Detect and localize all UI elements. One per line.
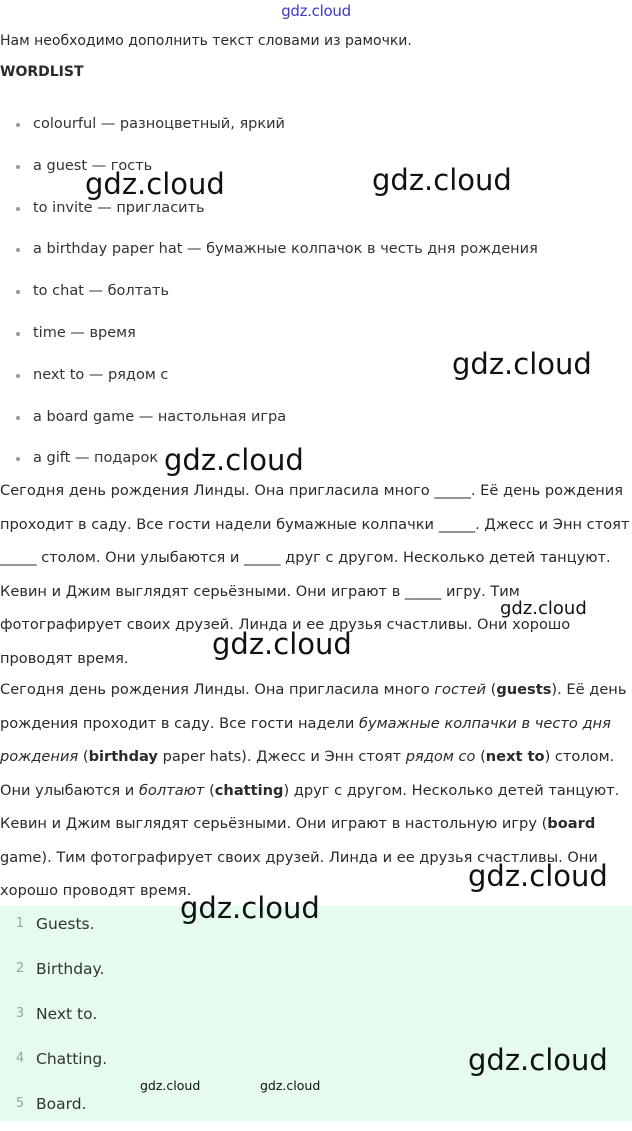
site-logo[interactable]: gdz.cloud	[281, 2, 351, 20]
wordlist-item: a board game — настольная игра	[0, 395, 632, 437]
watermark: gdz.cloud	[180, 891, 320, 925]
answer-word: birthday	[88, 748, 158, 765]
answer-word: board	[547, 815, 596, 832]
answer-number: 2	[15, 961, 25, 976]
task-intro: Нам необходимо дополнить текст словами из рамочки.	[0, 33, 412, 49]
watermark: gdz.cloud	[140, 1078, 201, 1093]
watermark: gdz.cloud	[212, 627, 352, 661]
answer-segment: ) друг с другом. Несколько детей танцуют. Кевин и Джим выглядят серьёзными. Они играют в настольную игру (	[0, 781, 620, 832]
watermark: gdz.cloud	[500, 598, 587, 619]
answer-word: chatting	[214, 781, 284, 799]
answer-segment: (	[78, 748, 89, 765]
answer-number: 4	[15, 1051, 25, 1066]
watermark: gdz.cloud	[372, 163, 512, 197]
answer-word: guests	[496, 681, 552, 698]
answer-segment: ) столом. Они улыбаются и	[0, 748, 615, 799]
watermark: gdz.cloud	[468, 1043, 608, 1077]
answer-segment: paper hats). Джесс и Энн стоят	[157, 748, 406, 765]
answer-translation: бумажные колпачки в често дня рождения	[0, 714, 611, 765]
answer-item-text: Board.	[36, 1095, 87, 1113]
wordlist	[0, 102, 632, 478]
answer-translation: рядом со	[405, 748, 476, 765]
watermark: gdz.cloud	[452, 347, 592, 381]
answer-segment: Сегодня день рождения Линды. Она пригласила много	[0, 681, 435, 698]
wordlist-item: to chat — болтать	[0, 269, 632, 311]
answer-item-text: Next to.	[36, 1005, 98, 1023]
wordlist-item: colourful — разноцветный, яркий	[0, 102, 632, 144]
answer-number: 5	[15, 1096, 25, 1111]
answer-segment: game). Тим фотографирует своих друзей. Линда и ее друзья счастливы. Они хорошо проводят время.	[0, 848, 598, 899]
answer-number: 3	[15, 1006, 25, 1021]
answer-segment: ). Её день рождения проходит в саду. Все гости надели	[0, 681, 627, 732]
watermark: gdz.cloud	[164, 443, 304, 477]
wordlist-item: to invite — пригласить	[0, 186, 632, 228]
answer-item	[0, 996, 632, 1041]
answer-segment: (	[204, 781, 215, 799]
answer-item-text: Birthday.	[36, 960, 105, 978]
answer-translation: гостей	[434, 681, 486, 698]
answer-item-text: Chatting.	[36, 1050, 108, 1068]
answer-segment: (	[485, 681, 497, 698]
task-text: Сегодня день рождения Линды. Она пригласила много _____. Её день рождения проходит в саду. Все гости надели бумажные колпачки _____. Джесс и Энн стоят _____ столом. Они улыбаются и _____ друг с другом. Несколько детей танцуют. Кевин и Джим выглядят серьёзными. Они играют в _____ игру. Тим фотографирует своих друзей. Линда и ее друзья счастливы. Они хорошо проводят время.	[0, 482, 630, 667]
wordlist-item: next to — рядом с	[0, 353, 632, 395]
wordlist-item: a guest — гость	[0, 144, 632, 186]
wordlist-item: a birthday paper hat — бумажные колпачок в честь дня рождения	[0, 227, 632, 269]
answer-number: 1	[15, 916, 25, 931]
watermark: gdz.cloud	[468, 859, 608, 893]
watermark: gdz.cloud	[260, 1078, 321, 1093]
wordlist-item: a gift — подарок	[0, 436, 632, 478]
answer-translation: болтают	[138, 781, 205, 799]
answers-list	[0, 906, 632, 1131]
answer-item	[0, 951, 632, 996]
answer-segment: (	[475, 748, 486, 765]
answer-word: next to	[485, 748, 545, 765]
wordlist-item: time — время	[0, 311, 632, 353]
watermark: gdz.cloud	[85, 167, 225, 201]
answer-item-text: Guests.	[36, 915, 95, 933]
wordlist-title: WORDLIST	[0, 64, 84, 80]
